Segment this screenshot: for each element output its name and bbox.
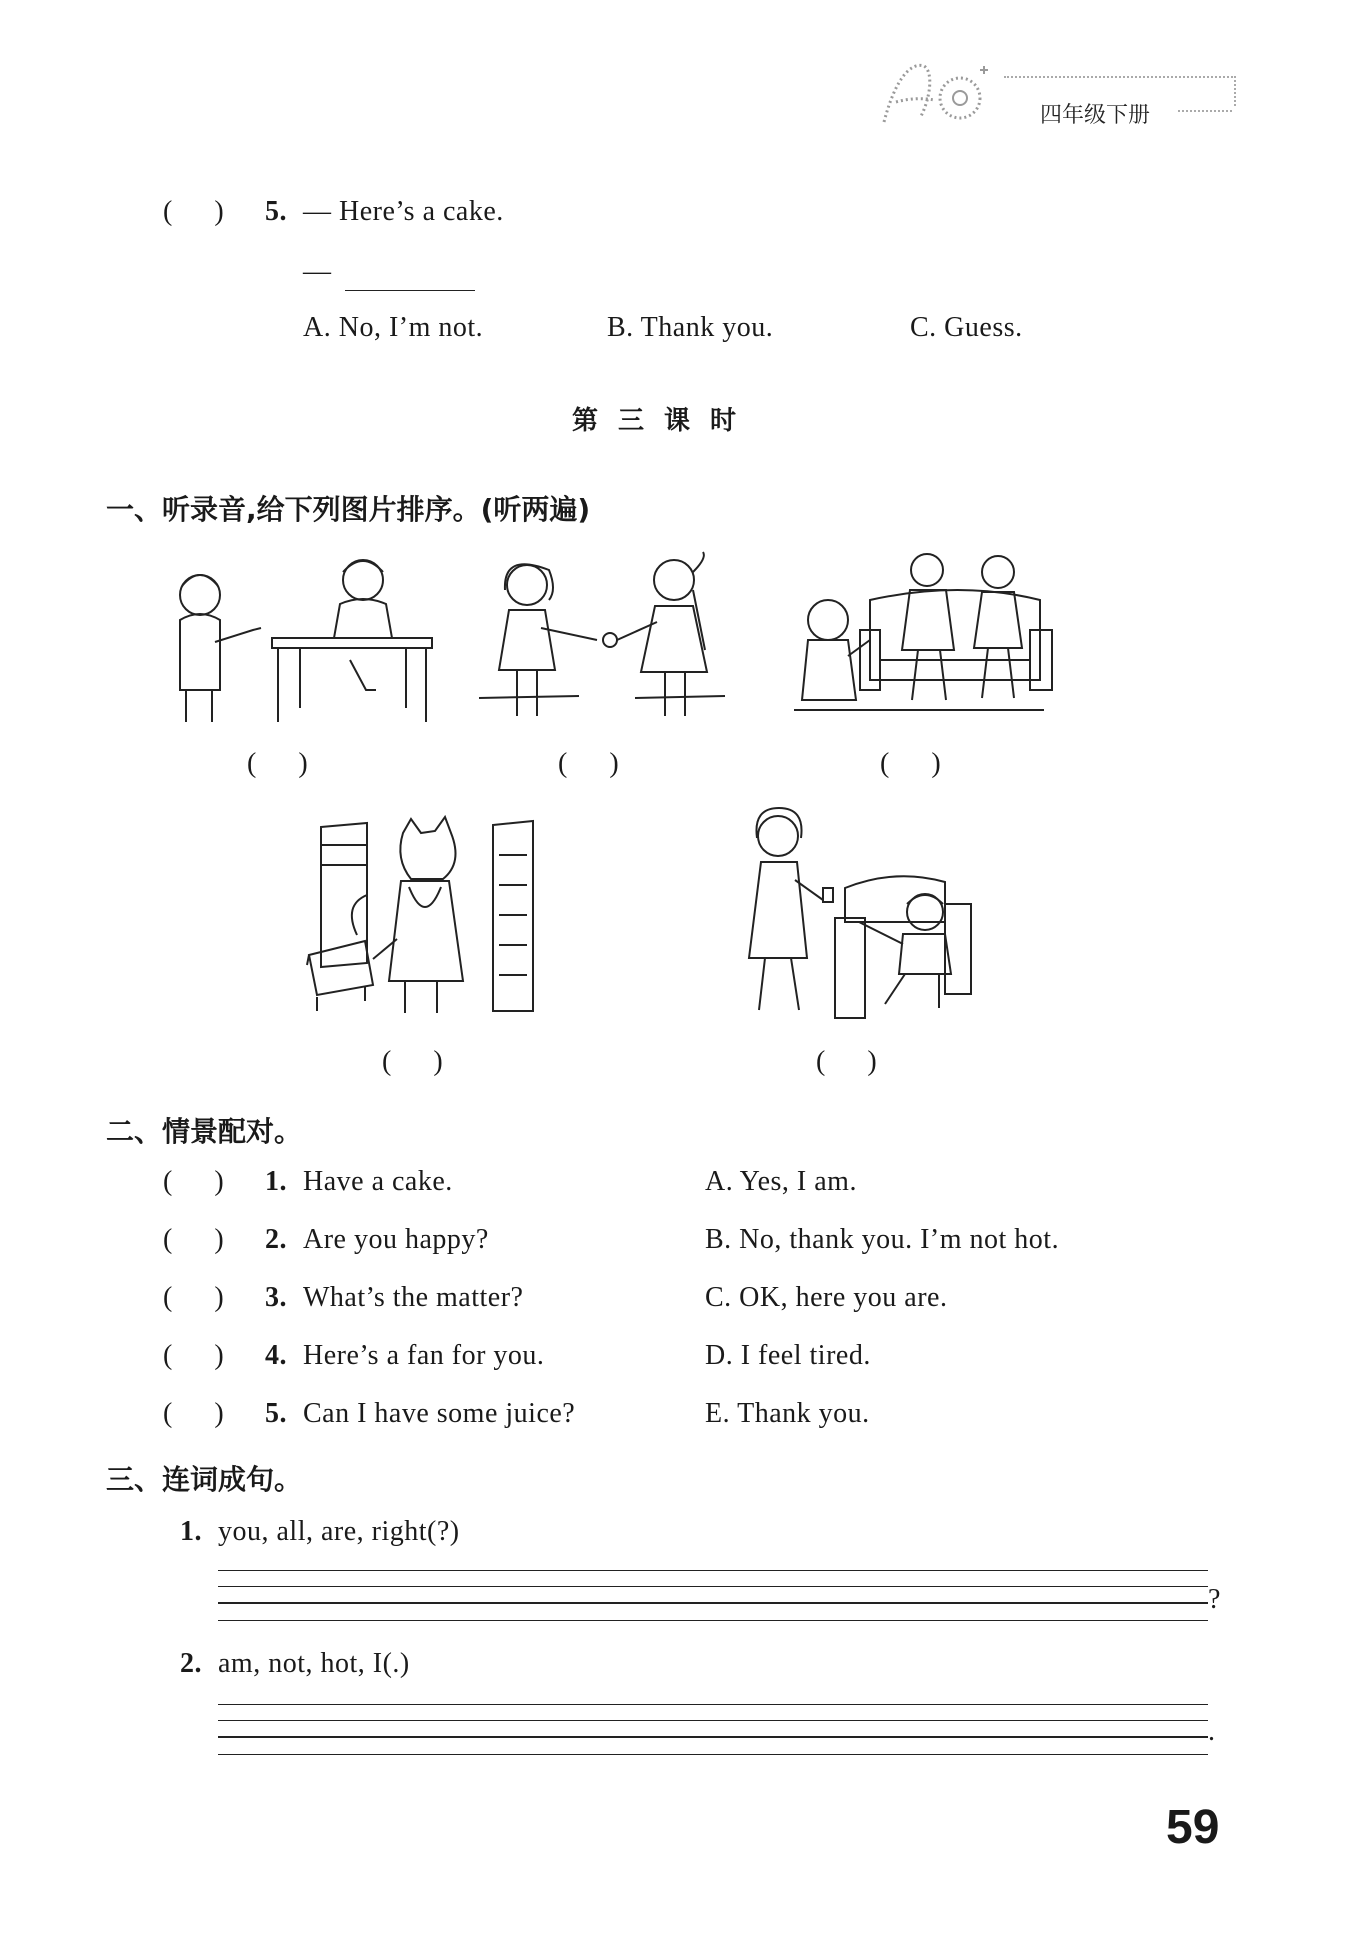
header-underline — [1004, 76, 1236, 78]
match-blank[interactable]: ( ) — [163, 1340, 224, 1371]
reply-blank-line[interactable] — [345, 290, 475, 291]
option-b: B. Thank you. — [607, 312, 774, 343]
question-number: 1. — [265, 1166, 287, 1197]
aplus-logo-icon — [876, 56, 1006, 130]
picture-5-blank[interactable]: ( ) — [816, 1046, 877, 1077]
option-a: A. No, I’m not. — [303, 312, 484, 343]
match-blank[interactable]: ( ) — [163, 1398, 224, 1429]
question-text: Are you happy? — [303, 1224, 489, 1255]
end-mark: . — [1208, 1716, 1216, 1747]
picture-woman-drink-icon — [735, 808, 985, 1033]
section1-heading: 一、听录音,给下列图片排序。(听两遍) — [106, 493, 591, 526]
question-number: 2. — [265, 1224, 287, 1255]
item-words: you, all, are, right(?) — [218, 1516, 460, 1547]
question-text: Can I have some juice? — [303, 1398, 576, 1429]
reply-dash: — — [303, 256, 332, 287]
answer-option: C. OK, here you are. — [705, 1282, 948, 1313]
answer-option: B. No, thank you. I’m not hot. — [705, 1224, 1060, 1255]
header-dotted-line — [1178, 110, 1232, 112]
match-blank[interactable]: ( ) — [163, 1224, 224, 1255]
picture-fox-shopping-icon — [305, 815, 545, 1020]
item-words: am, not, hot, I(.) — [218, 1648, 410, 1679]
question-number: 5. — [265, 1398, 287, 1429]
header-bracket — [1234, 76, 1236, 106]
picture-3-blank[interactable]: ( ) — [880, 748, 941, 779]
question-prompt: — Here’s a cake. — [303, 196, 504, 227]
picture-boy-pointing-icon — [160, 550, 420, 725]
option-c: C. Guess. — [910, 312, 1023, 343]
match-blank[interactable]: ( ) — [163, 1166, 224, 1197]
question-number: 3. — [265, 1282, 287, 1313]
question-text: What’s the matter? — [303, 1282, 524, 1313]
answer-option: E. Thank you. — [705, 1398, 870, 1429]
question-text: Here’s a fan for you. — [303, 1340, 545, 1371]
picture-family-sofa-icon — [790, 550, 1055, 725]
question-number: 5. — [265, 196, 287, 227]
picture-2-blank[interactable]: ( ) — [558, 748, 619, 779]
section3-heading: 三、连词成句。 — [106, 1463, 303, 1496]
picture-1-blank[interactable]: ( ) — [247, 748, 308, 779]
end-mark: ? — [1208, 1584, 1221, 1615]
answer-option: A. Yes, I am. — [705, 1166, 857, 1197]
item-number: 1. — [180, 1516, 202, 1547]
section2-heading: 二、情景配对。 — [106, 1115, 303, 1148]
picture-girls-apple-icon — [475, 550, 725, 725]
answer-blank[interactable]: ( ) — [163, 196, 224, 227]
lesson-title: 第三课时 — [572, 406, 757, 436]
match-blank[interactable]: ( ) — [163, 1282, 224, 1313]
question-number: 4. — [265, 1340, 287, 1371]
page-number: 59 — [1166, 1801, 1220, 1854]
grade-label: 四年级下册 — [1040, 103, 1151, 128]
picture-4-blank[interactable]: ( ) — [382, 1046, 443, 1077]
item-number: 2. — [180, 1648, 202, 1679]
answer-option: D. I feel tired. — [705, 1340, 871, 1371]
question-text: Have a cake. — [303, 1166, 453, 1197]
